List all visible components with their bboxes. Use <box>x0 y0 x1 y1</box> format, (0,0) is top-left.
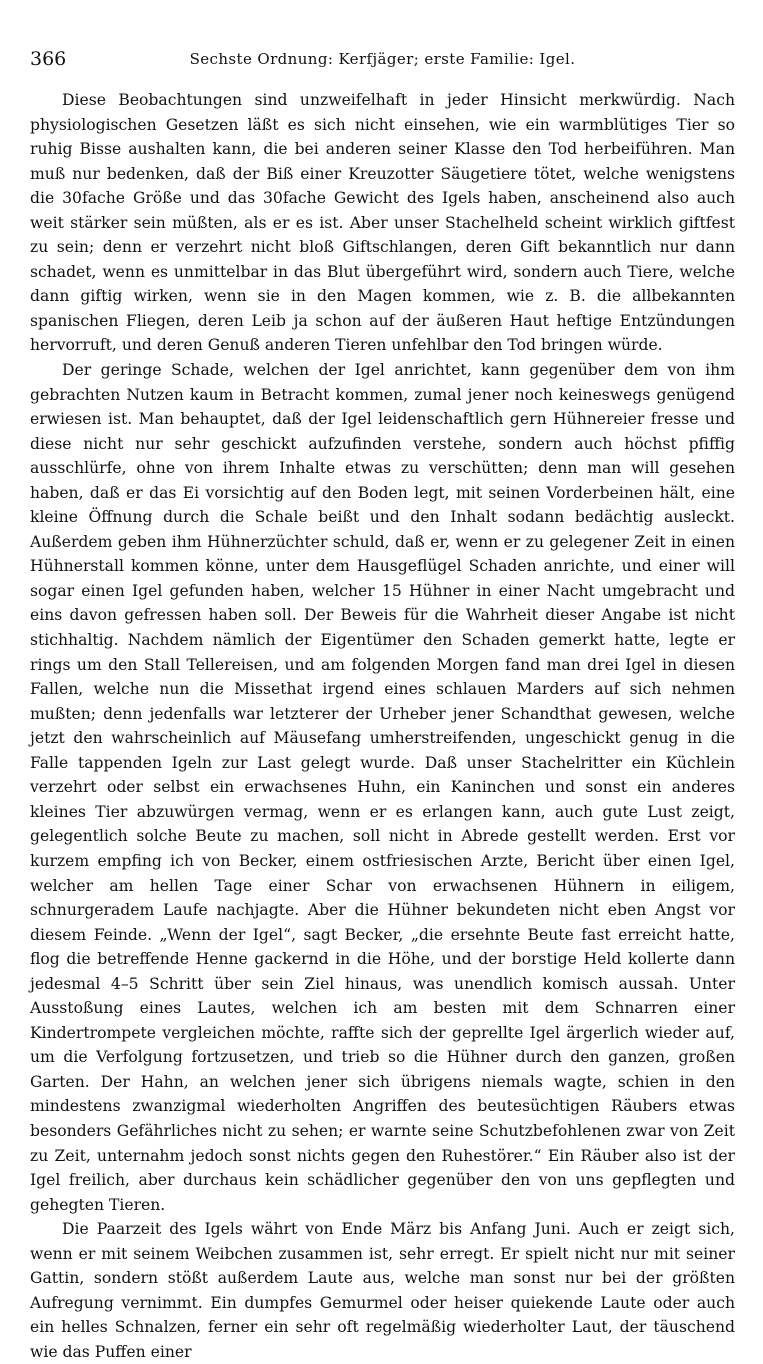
paragraph-1: Diese Beobachtungen sind unzweifelhaft in jeder Hinsicht merkwürdig. Nach physiologischen Gesetzen läßt es sich nicht einsehen, wie ein warmblütiges Tier so ruhig Bisse aushalten kann, die bei anderen seiner Klasse den Tod herbeiführen. Man muß nur bedenken, daß der Biß einer Kreuzotter Säugetiere tötet, welche wenigstens die 30fache Größe und das 30fache Gewicht des Igels haben, anscheinend also auch weit stärker sein müßten, als er es ist. Aber unser Stachelheld scheint wirklich giftfest zu sein; denn er verzehrt nicht bloß Giftschlangen, deren Gift bekanntlich nur dann schadet, wenn es unmittelbar in das Blut übergeführt wird, sondern auch Tiere, welche dann giftig wirken, wenn sie in den Magen kommen, wie z. B. die allbekannten spanischen Fliegen, deren Leib ja schon auf der äußeren Haut heftige Entzündungen hervorruft, und deren Genuß anderen Tieren unfehlbar den Tod bringen würde. <box>30 91 735 355</box>
paragraph-2: Der geringe Schade, welchen der Igel anrichtet, kann gegenüber dem von ihm gebrachten Nutzen kaum in Betracht kommen, zumal jener noch keineswegs genügend erwiesen ist. Man behauptet, daß der Igel leidenschaftlich gern Hühnereier fresse und diese nicht nur sehr geschickt aufzufinden verstehe, sondern auch höchst pfiffig ausschlürfe, ohne von ihrem Inhalte etwas zu verschütten; denn man will gesehen haben, daß er das Ei vorsichtig auf den Boden legt, mit seinen Vorderbeinen hält, eine kleine Öffnung durch die Schale beißt und den Inhalt sodann bedächtig ausleckt. Außerdem geben ihm Hühnerzüchter schuld, daß er, wenn er zu gelegener Zeit in einen Hühnerstall kommen könne, unter dem Hausgeflügel Schaden anrichte, und einer will sogar einen Igel gefunden haben, welcher 15 Hühner in einer Nacht umgebracht und eins davon gefressen haben soll. Der Beweis für die Wahrheit dieser Angabe ist nicht stichhaltig. Nachdem nämlich der Eigentümer den Schaden gemerkt hatte, legte er rings um den Stall Tellereisen, und am folgenden Morgen fand man drei Igel in diesen Fallen, welche nun die Missethat irgend eines schlauen Marders auf sich nehmen mußten; denn jedenfalls war letzterer der Urheber jener Schandthat gewesen, welche jetzt den wahrscheinlich auf Mäusefang umherstreifenden, ungeschickt genug in die Falle tappenden Igeln zur Last gelegt wurde. Daß unser Stachelritter ein Küchlein verzehrt oder selbst ein erwachsenes Huhn, ein Kaninchen und sonst ein anderes kleines Tier abzuwürgen vermag, wenn er es erlangen kann, auch gute Lust zeigt, gelegentlich solche Beute zu machen, soll nicht in Abrede gestellt werden. Erst vor kurzem empfing ich von Becker, einem ostfriesischen Arzte, Bericht über einen Igel, welcher am hellen Tage einer Schar von erwachsenen Hühnern in eiligem, schnurgeradem Laufe nachjagte. Aber die Hühner bekundeten nicht eben Angst vor diesem Feinde. „Wenn der Igel“, sagt Becker, „die ersehnte Beute fast erreicht hatte, flog die betreffende Henne gackernd in die Höhe, und der borstige Held kollerte dann jedesmal 4–5 Schritt über sein Ziel hinaus, was unendlich komisch aussah. Unter Ausstoßung eines Lautes, welchen ich am besten mit dem Schnarren einer Kindertrompete vergleichen möchte, raffte sich der geprellte Igel ärgerlich wieder auf, um die Verfolgung fortzusetzen, und trieb so die Hühner durch den ganzen, großen Garten. Der Hahn, an welchen jener sich übrigens niemals wagte, schien in den mindestens zwanzigmal wiederholten Angriffen des beutesüchtigen Räubers etwas besonders Gefährliches nicht zu sehen; er warnte seine Schutzbefohlenen zwar von Zeit zu Zeit, unternahm jedoch sonst nichts gegen den Ruhestörer.“ Ein Räuber also ist der Igel freilich, aber durchaus kein schädlicher gegenüber den von uns gepflegten und gehegten Tieren. <box>30 361 735 1214</box>
page-number: 366 <box>30 48 67 70</box>
body-text <box>30 88 735 1364</box>
paragraph-3: Die Paarzeit des Igels währt von Ende März bis Anfang Juni. Auch er zeigt sich, wenn er mit seinem Weibchen zusammen ist, sehr erregt. Er spielt nicht nur mit seiner Gattin, sondern stößt außerdem Laute aus, welche man sonst nur bei der größten Aufregung vernimmt. Ein dumpfes Gemurmel oder heiser quiekende Laute oder auch ein helles Schnalzen, ferner ein sehr oft regelmäßig wiederholter Laut, der täuschend wie das Puffen einer <box>30 1220 735 1361</box>
page-header <box>30 48 735 76</box>
running-head: Sechste Ordnung: Kerfjäger; erste Familie: Igel. <box>189 50 576 68</box>
